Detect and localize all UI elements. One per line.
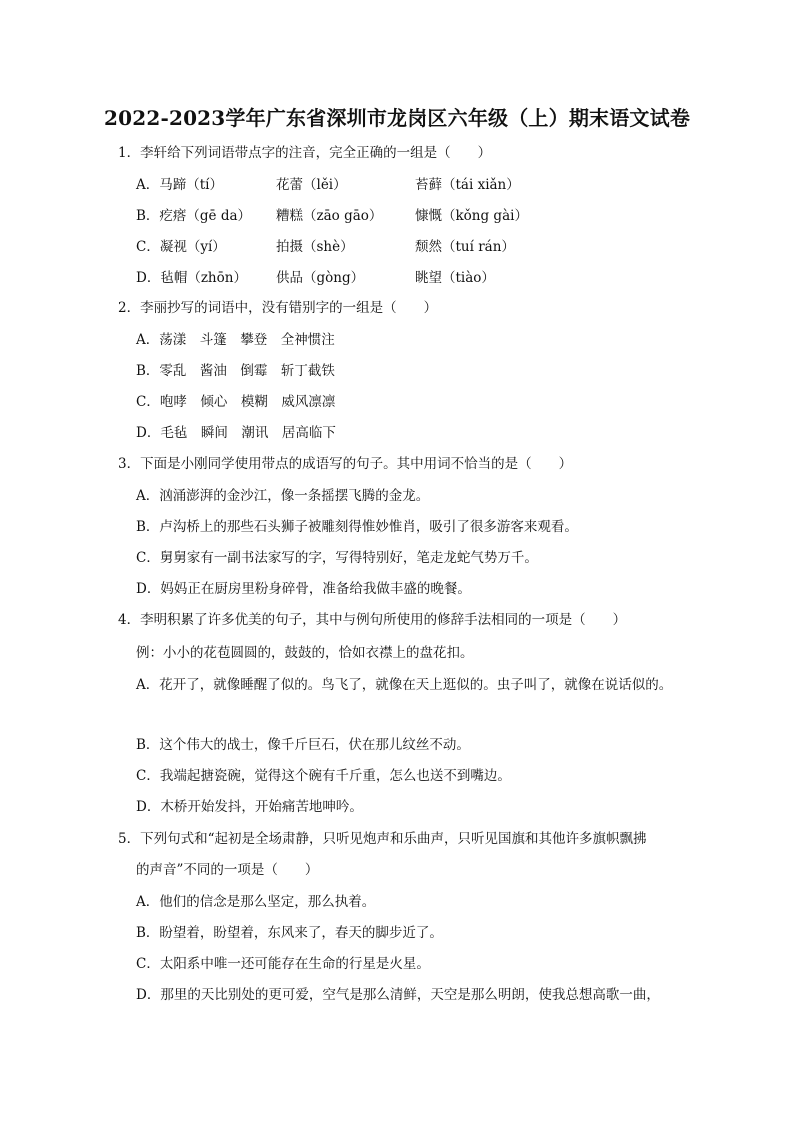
q3-option-d: D．妈妈正在厨房里粉身碎骨，准备给我做丰盛的晚餐。 bbox=[136, 581, 471, 597]
q1-option-c-word-3: 颓然（tuí rán） bbox=[415, 239, 515, 255]
q3-option-a: A．汹涌澎湃的金沙江，像一条摇摆飞腾的金龙。 bbox=[136, 488, 430, 504]
question-5-stem: 5．下列句式和“起初是全场肃静，只听见炮声和乐曲声，只听见国旗和其他许多旗帜飘拂 bbox=[118, 831, 647, 847]
q4-option-c: C．我端起搪瓷碗，觉得这个碗有千斤重，怎么也送不到嘴边。 bbox=[136, 768, 511, 784]
q1-option-b-word-2: 糟糕（zāo gāo） bbox=[276, 208, 383, 224]
q1-option-c-word-2: 拍摄（shè） bbox=[276, 239, 354, 255]
q1-option-a: A．马蹄（tí） bbox=[136, 177, 223, 193]
q4-option-d: D．木桥开始发抖，开始痛苦地呻吟。 bbox=[136, 799, 363, 815]
q5-option-c: C．太阳系中唯一还可能存在生命的行星是火星。 bbox=[136, 956, 430, 972]
q5-option-d: D．那里的天比别处的更可爱，空气是那么清鲜，天空是那么明朗，使我总想高歌一曲， bbox=[136, 987, 660, 1003]
q4-example: 例：小小的花苞圆圆的，鼓鼓的，恰如衣襟上的盘花扣。 bbox=[136, 645, 474, 661]
page-title: 2022-2023学年广东省深圳市龙岗区六年级（上）期末语文试卷 bbox=[103, 106, 691, 130]
q2-option-d: D．毛毡 瞬间 潮讯 居高临下 bbox=[136, 425, 336, 441]
q3-option-b: B．卢沟桥上的那些石头狮子被雕刻得惟妙惟肖，吸引了很多游客来观看。 bbox=[136, 519, 578, 535]
q1-option-d-word-3: 眺望（tiào） bbox=[415, 270, 495, 286]
q2-option-a: A．荡漾 斗篷 攀登 全神惯注 bbox=[136, 332, 335, 348]
question-5-stem-continued: 的声音”不同的一项是（ ） bbox=[136, 862, 319, 878]
q1-option-a-word-2: 花蕾（lěi） bbox=[276, 177, 347, 193]
q1-option-b: B．疙瘩（gē da） bbox=[136, 208, 252, 224]
q1-option-d-word-2: 供品（gòng） bbox=[276, 270, 365, 286]
q4-option-a: A．花开了，就像睡醒了似的。鸟飞了，就像在天上逛似的。虫子叫了，就像在说话似的。 bbox=[136, 677, 673, 693]
q1-option-a-word-3: 苔藓（tái xiǎn） bbox=[415, 177, 520, 193]
q5-option-a: A．他们的信念是那么坚定，那么执着。 bbox=[136, 894, 376, 910]
q2-option-c: C．咆哮 倾心 模糊 威风凛凛 bbox=[136, 394, 336, 410]
q5-option-b: B．盼望着，盼望着，东风来了，春天的脚步近了。 bbox=[136, 925, 443, 941]
q1-option-c: C．凝视（yí） bbox=[136, 239, 226, 255]
question-4-stem: 4．李明积累了许多优美的句子，其中与例句所使用的修辞手法相同的一项是（ ） bbox=[118, 612, 627, 628]
q2-option-b: B．零乱 酱油 倒霉 斩丁截铁 bbox=[136, 363, 335, 379]
q1-option-b-word-3: 慷慨（kǒng gài） bbox=[415, 208, 528, 224]
q4-option-b: B．这个伟大的战士，像千斤巨石，伏在那儿纹丝不动。 bbox=[136, 737, 470, 753]
question-3-stem: 3．下面是小刚同学使用带点的成语写的句子。其中用词不恰当的是（ ） bbox=[118, 456, 573, 472]
q3-option-c: C．舅舅家有一副书法家写的字，写得特别好，笔走龙蛇气势万千。 bbox=[136, 550, 538, 566]
q1-option-d: D．毡帽（zhōn） bbox=[136, 270, 247, 286]
question-2-stem: 2．李丽抄写的词语中，没有错别字的一组是（ ） bbox=[118, 300, 438, 316]
question-1-stem: 1．李轩给下列词语带点字的注音，完全正确的一组是（ ） bbox=[118, 145, 492, 161]
